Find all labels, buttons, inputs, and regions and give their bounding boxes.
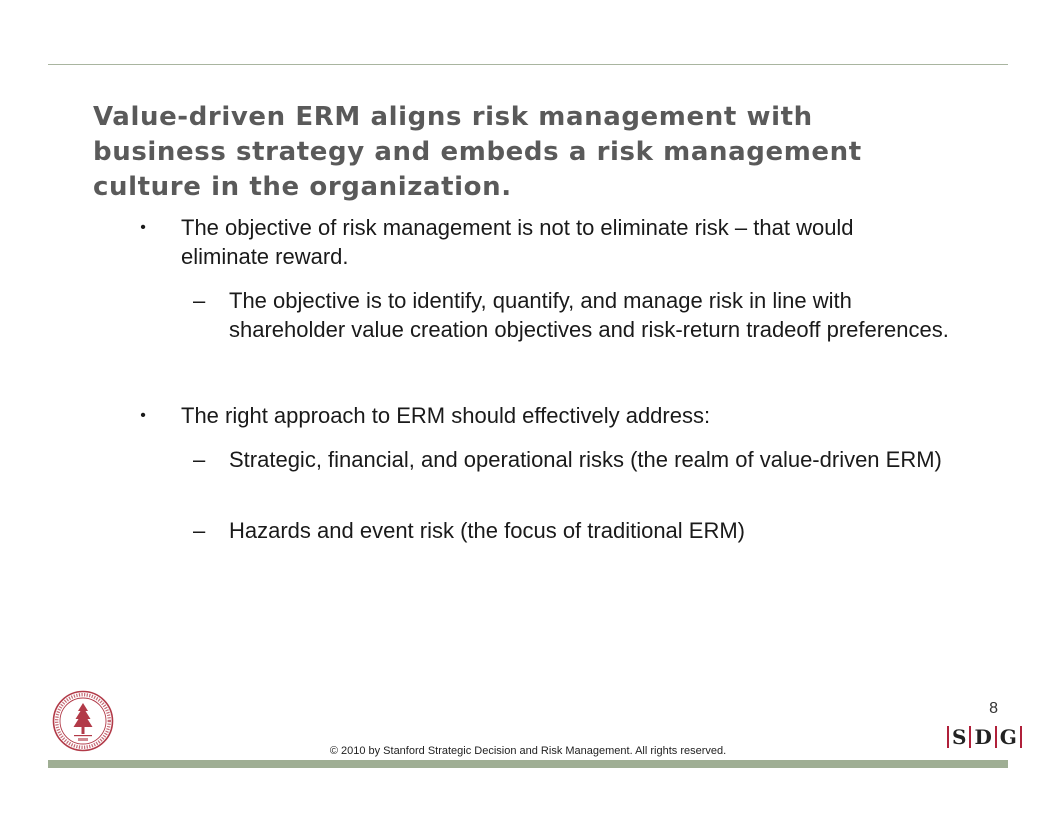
bullet-marker: • xyxy=(140,407,146,424)
bottom-bar xyxy=(48,760,1008,768)
top-divider xyxy=(48,64,1008,65)
sub-bullet-text: Strategic, financial, and operational risks (the realm of value-driven ERM) xyxy=(229,447,942,472)
logo-letter: S xyxy=(952,725,967,749)
sub-bullet-marker: – xyxy=(193,288,206,313)
sub-bullet-item xyxy=(193,286,949,344)
copyright-notice: © 2010 by Stanford Strategic Decision and Risk Management. All rights reserved. xyxy=(329,745,727,757)
bullet-item xyxy=(140,401,941,430)
bullet-text: The objective of risk management is not to eliminate risk – that would eliminate reward. xyxy=(181,215,854,269)
logo-letter: D xyxy=(974,725,992,749)
sub-bullet-item xyxy=(193,445,949,474)
bullet-marker: • xyxy=(140,219,146,236)
sub-bullet-text: The objective is to identify, quantify, and manage risk in line with shareholder value creation objectives and risk-return tradeoff preferences. xyxy=(229,288,949,342)
sub-bullet-marker: – xyxy=(193,518,206,543)
sub-bullet-item xyxy=(193,516,949,545)
logo-letter: G xyxy=(999,725,1017,749)
sub-bullet-marker: – xyxy=(193,447,206,472)
stanford-seal-icon xyxy=(52,690,114,752)
slide-title: Value-driven ERM aligns risk management with business strategy and embeds a risk management culture in the organization. xyxy=(93,102,862,202)
bullet-item xyxy=(140,213,941,271)
page-number: 8 xyxy=(989,700,998,717)
sub-bullet-text: Hazards and event risk (the focus of traditional ERM) xyxy=(229,518,746,543)
bullet-text: The right approach to ERM should effectively address: xyxy=(181,403,711,428)
